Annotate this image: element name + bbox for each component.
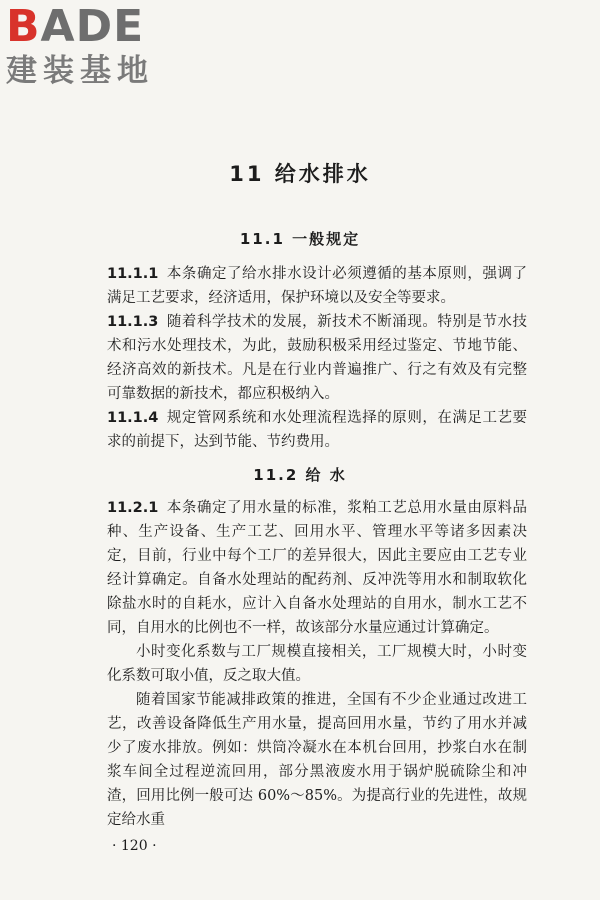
clause-number: 11.1.1 [107, 266, 159, 282]
clause-11-1-4 [107, 406, 527, 454]
clause-number: 11.1.3 [107, 314, 159, 330]
clause-number: 11.2.1 [107, 500, 159, 516]
clause-11-1-3 [107, 310, 527, 406]
clause-11-2-1 [107, 496, 527, 640]
bade-watermark-logo [6, 1, 196, 90]
watermark-letters: ADE [40, 1, 145, 52]
paragraph-hourly-coefficient: 小时变化系数与工厂规模直接相关，工厂规模大时，小时变化系数可取小值，反之取大值。 [107, 644, 527, 684]
clause-text: 本条确定了给水排水设计必须遵循的基本原则，强调了满足工艺要求，经济适用，保护环境以及安全等要求。 [107, 266, 527, 306]
section-title-general: 11.1 一般规定 [239, 230, 361, 248]
clause-number: 11.1.4 [107, 410, 159, 426]
paragraph-water-saving: 随着国家节能减排政策的推进，全国有不少企业通过改进工艺，改善设备降低生产用水量，提高回用水量，节约了用水并减少了废水排放。例如：烘筒冷凝水在本机台回用，抄浆白水在制浆车间全过程逆流回用，部分黑液废水用于锅炉脱硫除尘和冲渣，回用比例一般可达 60%～85%。为提高行业的先进性，故规定给水重 [107, 692, 527, 828]
watermark-accent-letter: B [6, 1, 41, 52]
clause-text: 随着科学技术的发展，新技术不断涌现。特别是节水技术和污水处理技术，为此，鼓励积极采用经过鉴定、节地节能、经济高效的新技术。凡是在行业内普遍推广、行之有效及有完整可靠数据的新技术，都应积极纳入。 [107, 314, 527, 402]
section-title-water-supply: 11.2 给 水 [253, 466, 347, 484]
chapter-title: 11 给水排水 [229, 162, 371, 186]
watermark-latin-text [6, 1, 196, 52]
watermark-chinese-text: 建装基地 [6, 53, 154, 89]
clause-11-1-1 [107, 262, 527, 310]
clause-text: 规定管网系统和水处理流程选择的原则，在满足工艺要求的前提下，达到节能、节约费用。 [107, 410, 527, 450]
clause-text: 本条确定了用水量的标准，浆粕工艺总用水量由原料品种、生产设备、生产工艺、回用水平、管理水平等诸多因素决定，目前，行业中每个工厂的差异很大，因此主要应由工艺专业经计算确定。自备水处理站的配药剂、反冲洗等用水和制取软化除盐水时的自耗水，应计入自备水处理站的自用水，制水工艺不同，自用水的比例也不一样，故该部分水量应通过计算确定。 [107, 500, 527, 636]
page-number: · 120 · [112, 838, 157, 854]
